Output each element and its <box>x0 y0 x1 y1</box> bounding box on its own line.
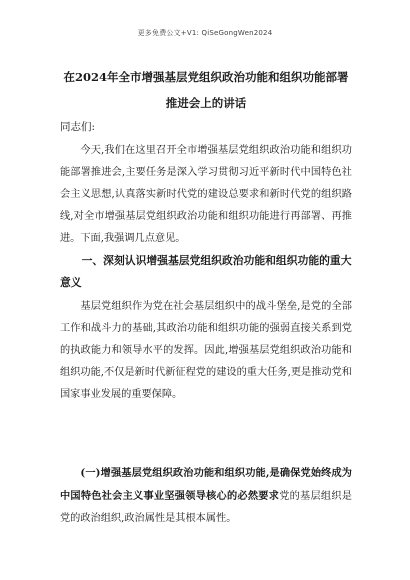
header-note: 更多免费公文+V1: QiSeGongWen2024 <box>137 29 273 37</box>
section-1-paragraph: 基层党组织作为党在社会基层组织中的战斗堡垒,是党的全部工作和战斗力的基础,其政治功能和组织功能的强弱直接关系到党的执政能力和领导水平的发挥。因此,增强基层党组织政治功能和组织功能,不仅是新时代新征程党的建设的重大任务,更是推动党和国家事业发展的重要保障。 <box>60 301 352 400</box>
section-heading-1: 一、深刻认识增强基层党组织政治功能和组织功能的重大意义 <box>60 254 352 289</box>
intro-paragraph: 今天,我们在这里召开全市增强基层党组织政治功能和组织功能部署推进会,主要任务是深入学习贯彻习近平新时代中国特色社会主义思想,认真落实新时代党的建设总要求和新时代党的组织路线,对全市增强基层党组织政治功能和组织功能进行再部署、再推进。下面,我强调几点意见。 <box>60 145 352 244</box>
subsection-1-block <box>60 462 352 530</box>
subsection-heading-1: (一)增强基层党组织政治功能和组织功能,是确保党始终成为中国特色社会主义事业坚强领导核心的必然要求 <box>60 467 352 502</box>
subsection-1-paragraph: 党的基层组织是党的政治组织,政治属性是其根本属性。 <box>60 491 352 524</box>
document-title: 在2024年全市增强基层党组织政治功能和组织功能部署推进会上的讲话 <box>63 70 349 110</box>
salutation: 同志们: <box>60 121 96 133</box>
